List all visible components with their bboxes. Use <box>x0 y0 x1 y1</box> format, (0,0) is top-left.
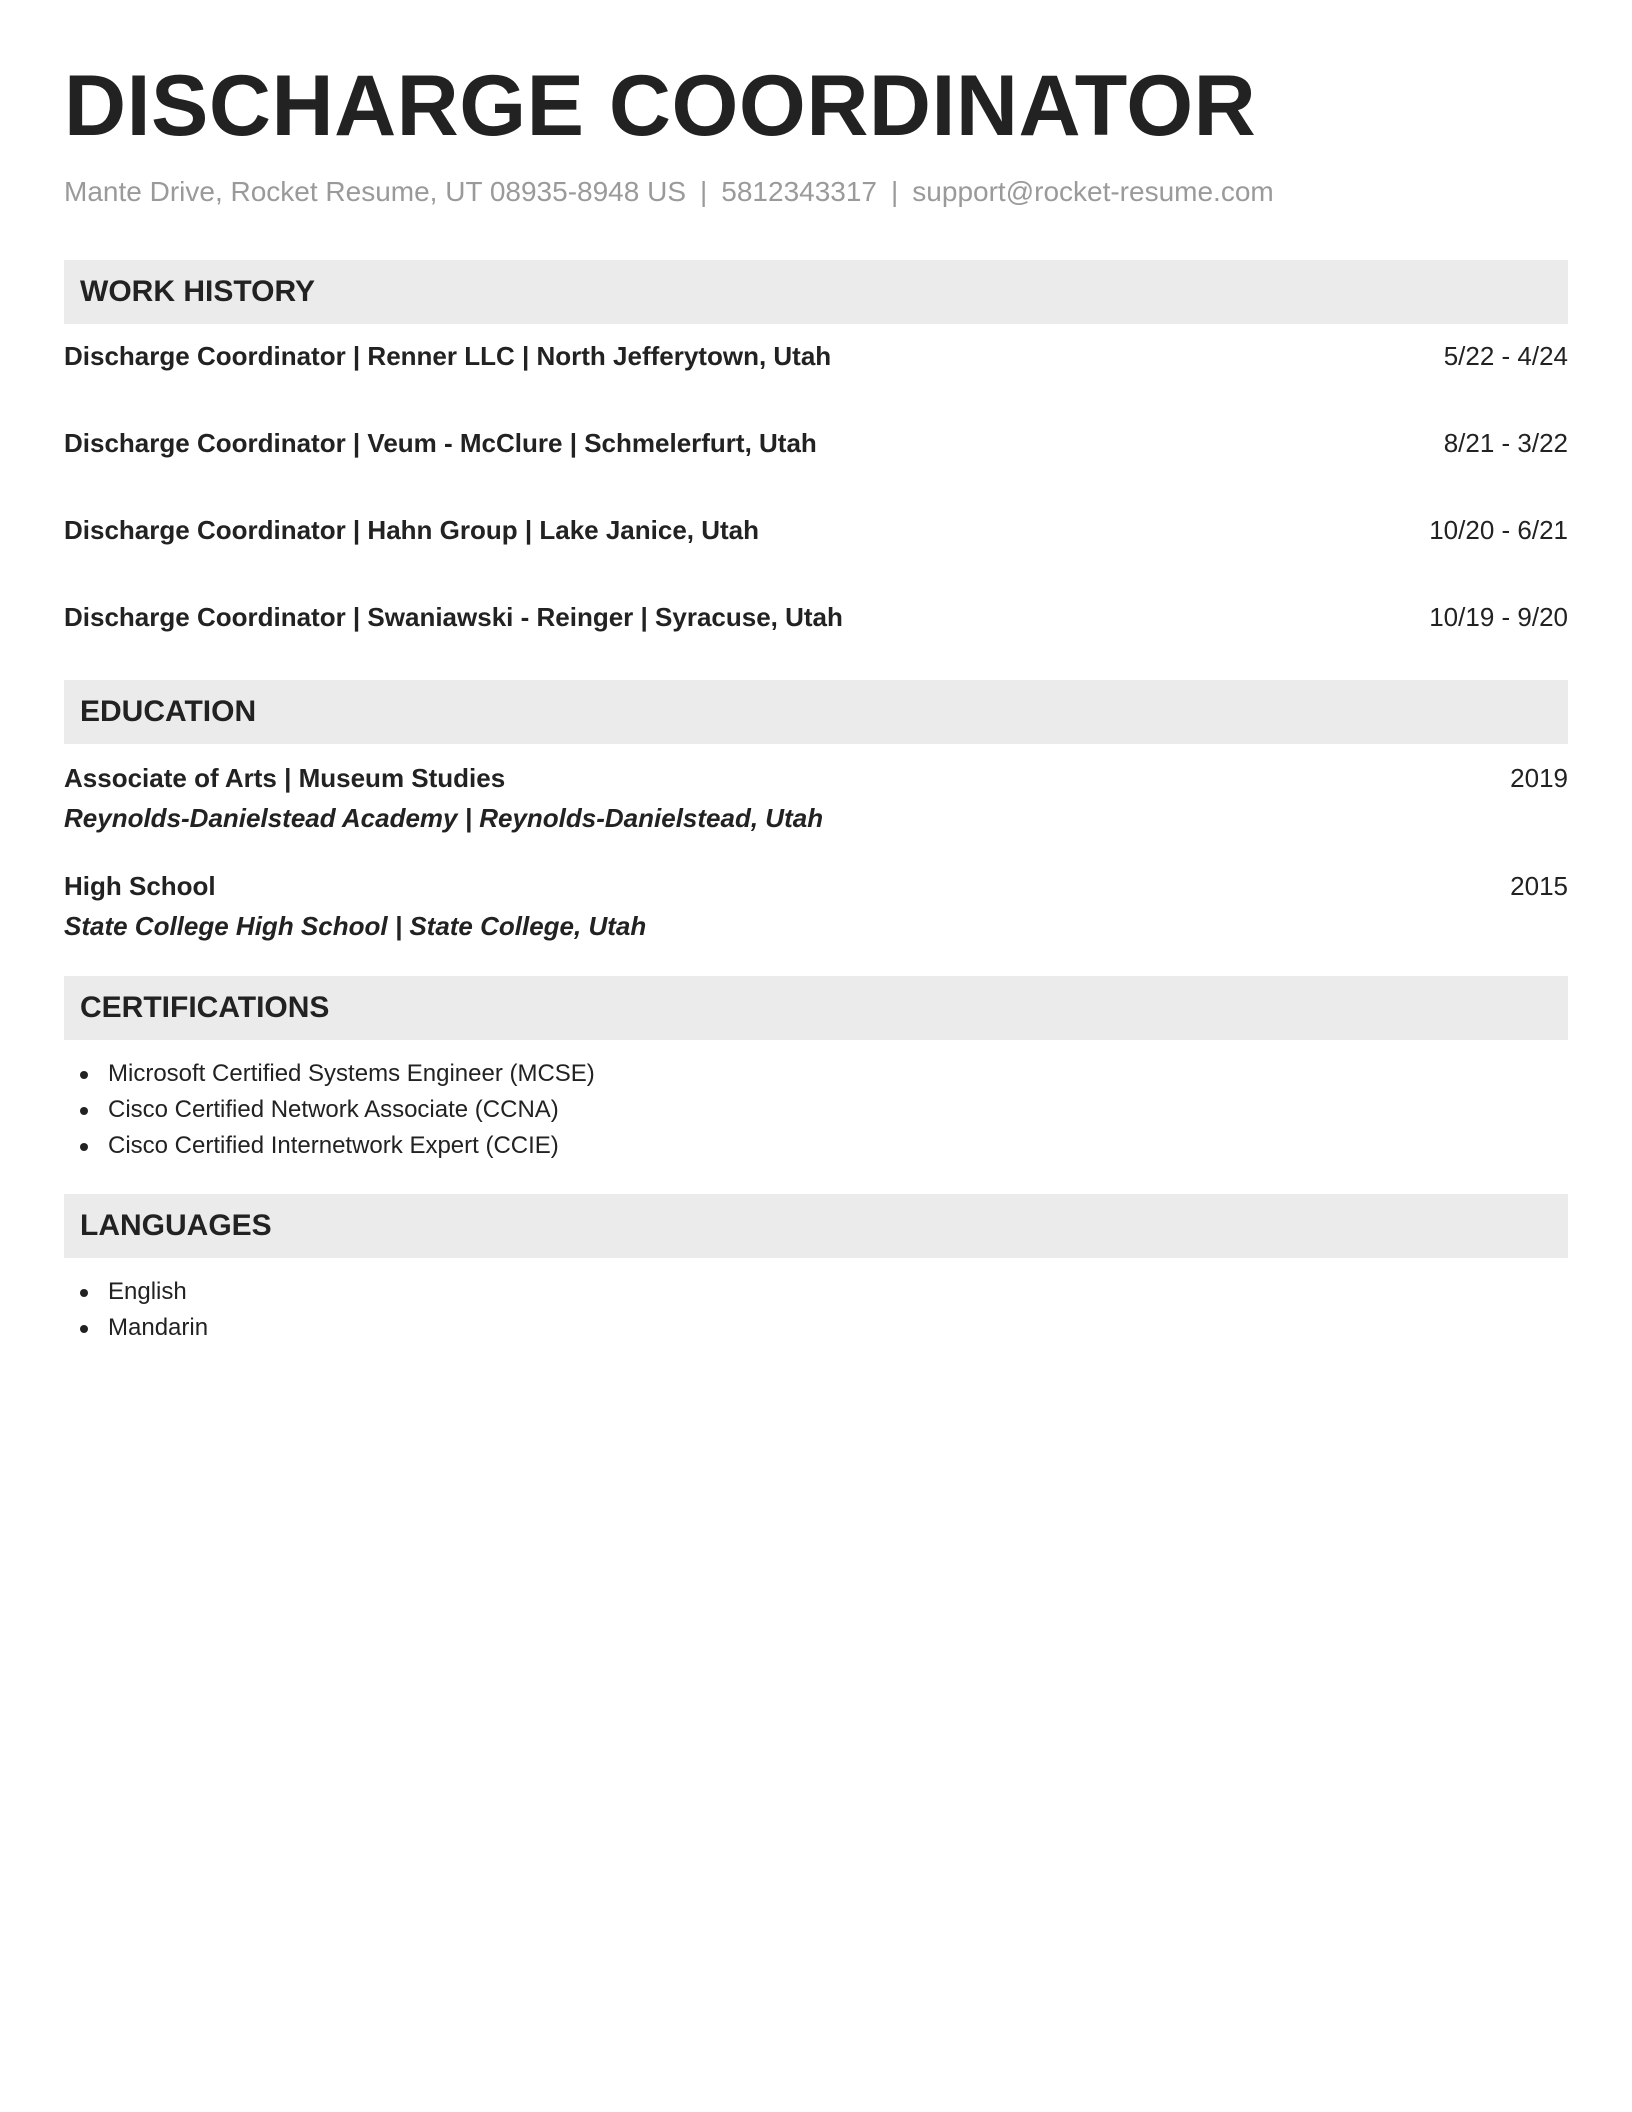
section-heading-languages: LANGUAGES <box>64 1194 1568 1258</box>
job-title: Discharge Coordinator | Veum - McClure | Schmelerfurt, Utah <box>64 428 817 458</box>
list-item <box>64 1128 1568 1164</box>
job-dates: 8/21 - 3/22 <box>1443 428 1568 458</box>
section-heading-certifications: CERTIFICATIONS <box>64 976 1568 1040</box>
resume-name: DISCHARGE COORDINATOR <box>64 58 1257 154</box>
education-degree: High School <box>64 871 216 901</box>
contact-line <box>64 174 1568 210</box>
certification-name: Cisco Certified Network Associate (CCNA) <box>108 1096 559 1123</box>
bullet-icon <box>80 1289 88 1297</box>
education-list <box>64 760 1568 944</box>
education-entry <box>64 760 1568 836</box>
bullet-icon <box>80 1143 88 1151</box>
education-year: 2019 <box>1510 763 1568 793</box>
work-entry <box>64 512 1568 599</box>
list-item <box>64 1056 1568 1092</box>
education-school: Reynolds-Danielstead Academy | Reynolds-Danielstead, Utah <box>64 803 824 833</box>
languages-list <box>64 1274 1568 1346</box>
section-heading-education: EDUCATION <box>64 680 1568 744</box>
education-year: 2015 <box>1510 871 1568 901</box>
job-title: Discharge Coordinator | Renner LLC | North Jefferytown, Utah <box>64 341 832 371</box>
contact-phone: 5812343317 <box>721 176 878 207</box>
contact-separator: | <box>700 176 708 207</box>
education-school: State College High School | State College, Utah <box>64 911 647 941</box>
education-entry <box>64 868 1568 944</box>
certifications-list <box>64 1056 1568 1164</box>
section-heading-work-history: WORK HISTORY <box>64 260 1568 324</box>
certification-name: Microsoft Certified Systems Engineer (MCSE) <box>108 1060 595 1087</box>
contact-address: Mante Drive, Rocket Resume, UT 08935-8948 US <box>64 176 686 207</box>
job-dates: 10/19 - 9/20 <box>1429 602 1568 632</box>
bullet-icon <box>80 1325 88 1333</box>
contact-email: support@rocket-resume.com <box>912 176 1274 207</box>
education-degree: Associate of Arts | Museum Studies <box>64 763 506 793</box>
work-entry <box>64 338 1568 425</box>
work-history-list <box>64 338 1568 686</box>
job-title: Discharge Coordinator | Swaniawski - Reinger | Syracuse, Utah <box>64 602 843 632</box>
list-item <box>64 1310 1568 1346</box>
work-entry <box>64 425 1568 512</box>
work-entry <box>64 599 1568 686</box>
language-name: Mandarin <box>108 1314 209 1341</box>
bullet-icon <box>80 1071 88 1079</box>
list-item <box>64 1092 1568 1128</box>
list-item <box>64 1274 1568 1310</box>
contact-separator: | <box>891 176 899 207</box>
bullet-icon <box>80 1107 88 1115</box>
job-title: Discharge Coordinator | Hahn Group | Lake Janice, Utah <box>64 515 760 545</box>
job-dates: 10/20 - 6/21 <box>1429 515 1568 545</box>
language-name: English <box>108 1278 187 1305</box>
job-dates: 5/22 - 4/24 <box>1443 341 1568 371</box>
certification-name: Cisco Certified Internetwork Expert (CCIE) <box>108 1132 559 1159</box>
